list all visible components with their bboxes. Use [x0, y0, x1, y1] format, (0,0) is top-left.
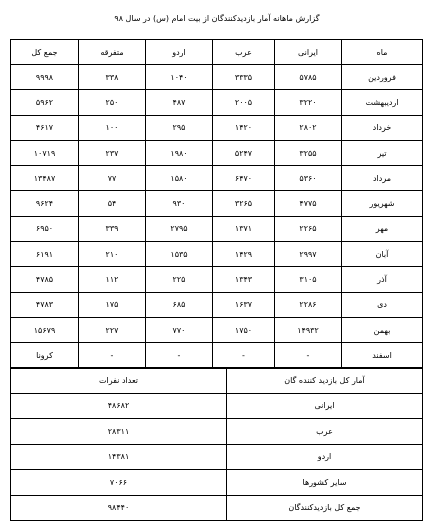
value-cell: ۹۳۰ — [146, 191, 213, 216]
value-cell: ۴۷۸۵ — [11, 267, 79, 292]
table-row — [11, 242, 423, 267]
value-cell: ۳۳۹ — [79, 216, 146, 241]
table-row — [11, 166, 423, 191]
month-cell: خرداد — [342, 115, 423, 140]
value-cell: ۲۲۸۶ — [275, 292, 342, 317]
value-cell: ۶۴۷۰ — [213, 166, 275, 191]
summary-table — [10, 367, 423, 521]
value-cell: ۱۴۹۳۲ — [275, 317, 342, 342]
value-cell: - — [79, 343, 146, 368]
value-cell: ۶۱۹۱ — [11, 242, 79, 267]
value-cell: ۱۰۴۰ — [146, 65, 213, 90]
value-cell: ۱۷۵۰ — [213, 317, 275, 342]
value-cell: ۱۳۷۱ — [213, 216, 275, 241]
value-cell: ۹۶۲۴ — [11, 191, 79, 216]
table-row — [11, 90, 423, 115]
value-cell: ۲۲۶۵ — [275, 216, 342, 241]
summary-row — [11, 393, 423, 419]
summary-header-count: تعداد نفرات — [11, 368, 227, 394]
value-cell: - — [275, 343, 342, 368]
value-cell: ۱۵۸۰ — [146, 166, 213, 191]
table-row — [11, 140, 423, 165]
value-cell: ۵۲۴۷ — [213, 140, 275, 165]
monthly-report-table — [10, 39, 423, 369]
value-cell: ۳۱۰۵ — [275, 267, 342, 292]
value-cell: ۱۴۲۰ — [213, 115, 275, 140]
value-cell: ۲۷۹۵ — [146, 216, 213, 241]
value-cell: ۱۹۸۰ — [146, 140, 213, 165]
summary-label: اردو — [227, 444, 423, 470]
summary-row — [11, 470, 423, 496]
summary-value: ۷۰۶۶ — [11, 470, 227, 496]
value-cell: ۲۲۷ — [79, 317, 146, 342]
month-cell: اردیبهشت — [342, 90, 423, 115]
month-cell: بهمن — [342, 317, 423, 342]
header-arab: عرب — [213, 40, 275, 65]
month-cell: مهر — [342, 216, 423, 241]
value-cell: ۱۷۵ — [79, 292, 146, 317]
summary-value: ۲۸۳۱۱ — [11, 419, 227, 445]
value-cell: ۶۹۵۰ — [11, 216, 79, 241]
page-title: گزارش ماهانه آمار بازدیدکنندگان از بیت امام (س) در سال ۹۸ — [114, 14, 320, 23]
value-cell: ۴۷۷۵ — [275, 191, 342, 216]
value-cell: ۳۲۵۵ — [275, 140, 342, 165]
summary-row — [11, 444, 423, 470]
value-cell: ۵۴ — [79, 191, 146, 216]
value-cell: ۲۹۹۷ — [275, 242, 342, 267]
value-cell: کرونا — [11, 343, 79, 368]
value-cell: ۲۱۰ — [79, 242, 146, 267]
summary-value: ۴۸۶۸۲ — [11, 393, 227, 419]
table-row — [11, 65, 423, 90]
header-urdu: اردو — [146, 40, 213, 65]
table-row — [11, 343, 423, 368]
summary-label: سایر کشورها — [227, 470, 423, 496]
value-cell: ۷۷ — [79, 166, 146, 191]
month-cell: اسفند — [342, 343, 423, 368]
month-cell: آبان — [342, 242, 423, 267]
value-cell: ۳۳۳۵ — [213, 65, 275, 90]
month-cell: مرداد — [342, 166, 423, 191]
header-misc: متفرقه — [79, 40, 146, 65]
value-cell: ۴۸۷ — [146, 90, 213, 115]
value-cell: ۳۲۶۵ — [213, 191, 275, 216]
summary-row — [11, 495, 423, 521]
value-cell: ۵۳۶۰ — [275, 166, 342, 191]
value-cell: ۵۷۸۵ — [275, 65, 342, 90]
value-cell: ۲۲۵ — [146, 267, 213, 292]
value-cell: - — [146, 343, 213, 368]
value-cell: ۵۹۶۲ — [11, 90, 79, 115]
value-cell: ۱۱۲ — [79, 267, 146, 292]
summary-header-row — [11, 368, 423, 394]
month-cell: فروردین — [342, 65, 423, 90]
month-cell: شهریور — [342, 191, 423, 216]
table-row — [11, 191, 423, 216]
value-cell: - — [213, 343, 275, 368]
value-cell: ۲۳۷ — [79, 140, 146, 165]
month-cell: تیر — [342, 140, 423, 165]
value-cell: ۱۶۳۷ — [213, 292, 275, 317]
value-cell: ۱۵۶۷۹ — [11, 317, 79, 342]
value-cell: ۱۵۳۵ — [146, 242, 213, 267]
value-cell: ۲۹۵ — [146, 115, 213, 140]
value-cell: ۶۸۵ — [146, 292, 213, 317]
value-cell: ۲۰۰۵ — [213, 90, 275, 115]
value-cell: ۱۰۰ — [79, 115, 146, 140]
summary-header-label: آمار کل بازدید کننده گان — [227, 368, 423, 394]
value-cell: ۲۵۰ — [79, 90, 146, 115]
summary-value: ۱۴۳۸۱ — [11, 444, 227, 470]
summary-label: جمع کل بازدیدکنندگان — [227, 495, 423, 521]
value-cell: ۹۹۹۸ — [11, 65, 79, 90]
header-iranian: ایرانی — [275, 40, 342, 65]
summary-label: ایرانی — [227, 393, 423, 419]
value-cell: ۴۷۸۳ — [11, 292, 79, 317]
value-cell: ۷۷۰ — [146, 317, 213, 342]
header-total: جمع کل — [11, 40, 79, 65]
table-row — [11, 292, 423, 317]
value-cell: ۲۸۰۲ — [275, 115, 342, 140]
summary-value: ۹۸۴۴۰ — [11, 495, 227, 521]
value-cell: ۴۶۱۷ — [11, 115, 79, 140]
table-header-row — [11, 40, 423, 65]
table-row — [11, 267, 423, 292]
month-cell: آذر — [342, 267, 423, 292]
table-row — [11, 317, 423, 342]
table-row — [11, 216, 423, 241]
summary-label: عرب — [227, 419, 423, 445]
value-cell: ۱۰۷۱۹ — [11, 140, 79, 165]
table-row — [11, 115, 423, 140]
value-cell: ۱۴۲۹ — [213, 242, 275, 267]
header-month: ماه — [342, 40, 423, 65]
summary-row — [11, 419, 423, 445]
month-cell: دی — [342, 292, 423, 317]
value-cell: ۱۳۴۸۷ — [11, 166, 79, 191]
value-cell: ۳۳۸ — [79, 65, 146, 90]
value-cell: ۱۳۴۳ — [213, 267, 275, 292]
value-cell: ۳۲۲۰ — [275, 90, 342, 115]
